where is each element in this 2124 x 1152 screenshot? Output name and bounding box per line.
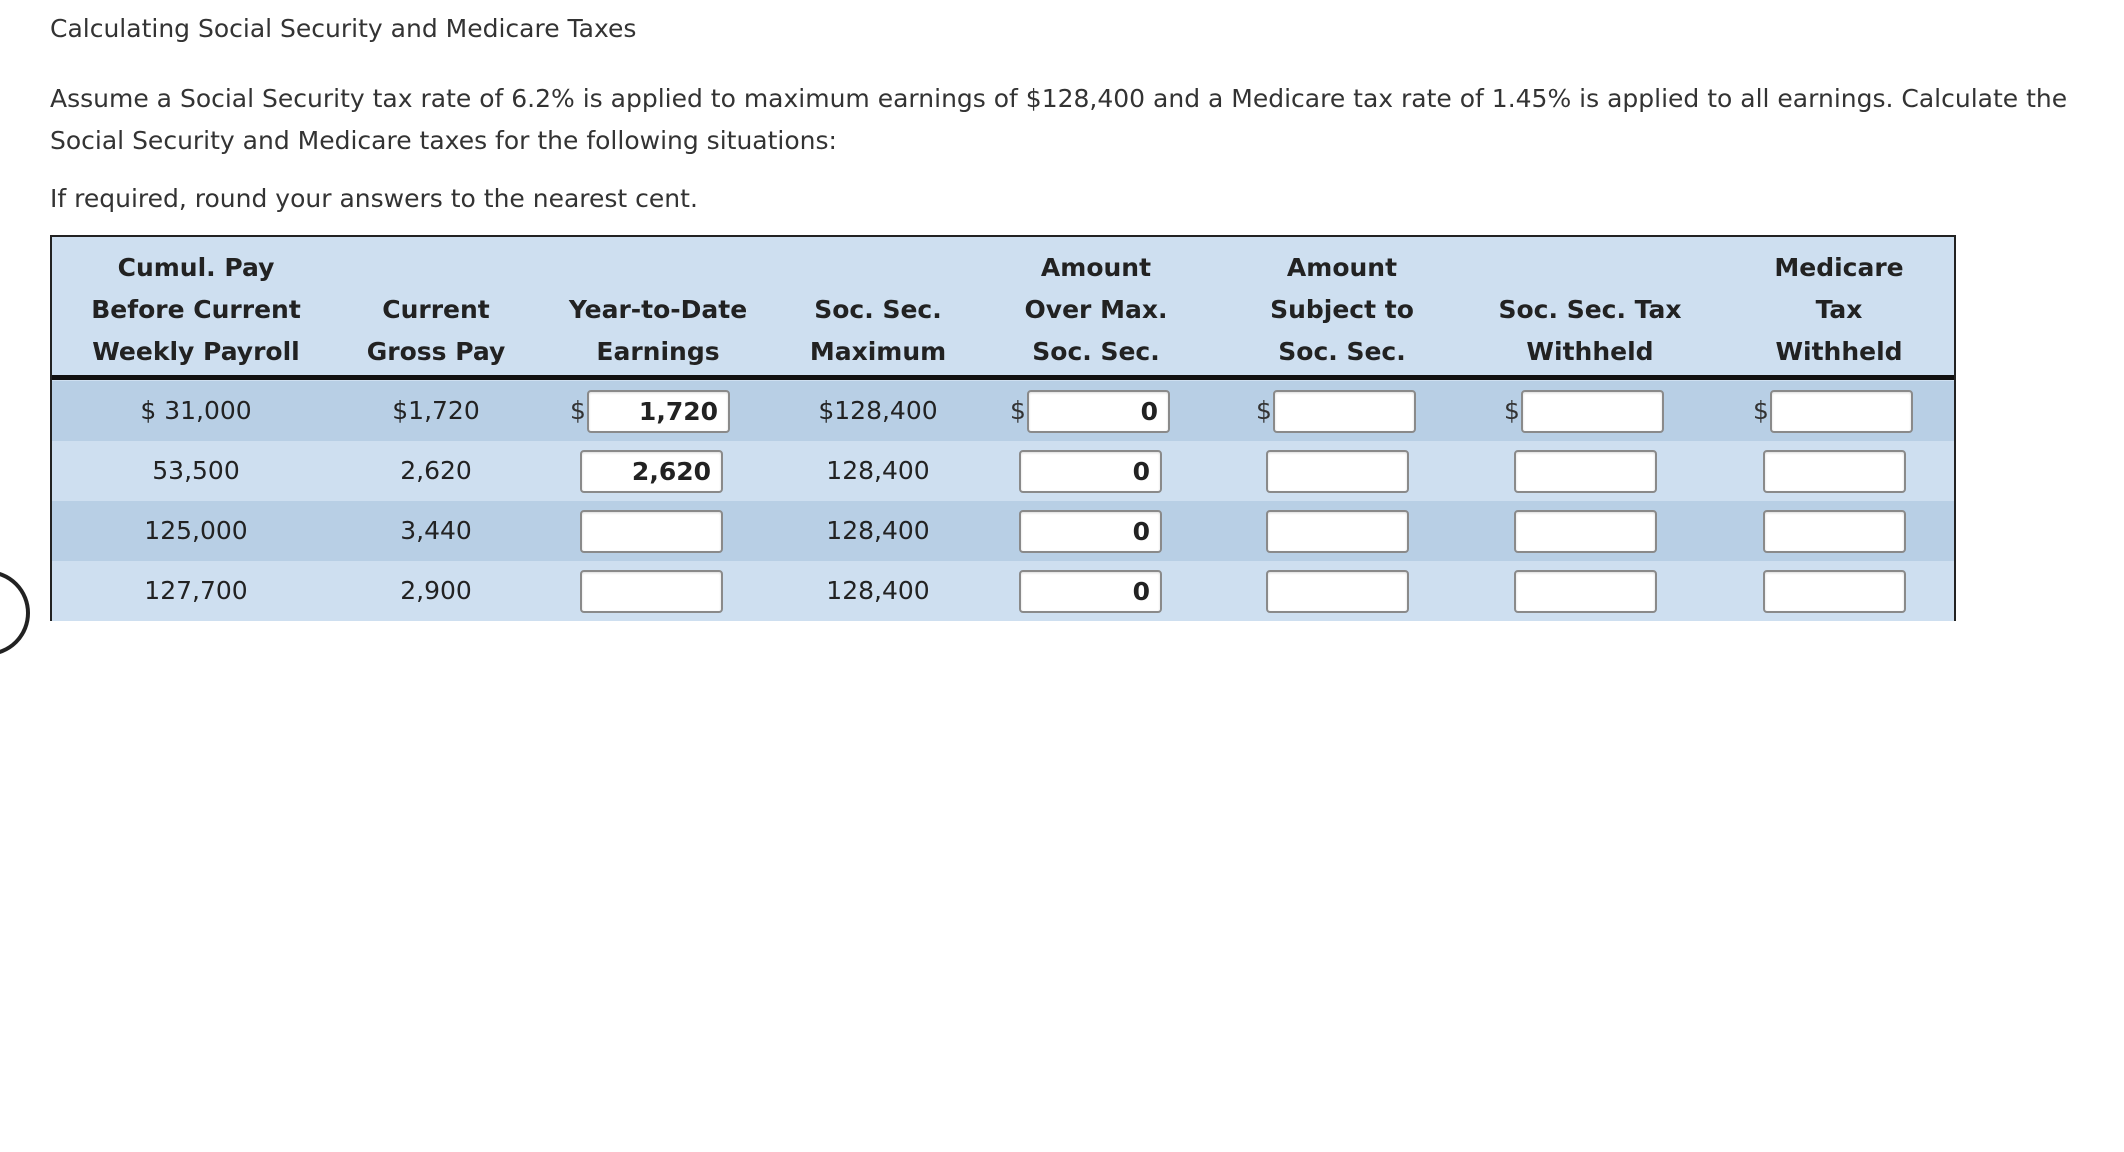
table-row	[52, 501, 1954, 561]
ss-max-cell: 128,400	[826, 576, 930, 605]
ss-max-cell: 128,400	[826, 456, 930, 485]
ytd-earnings-input[interactable]	[580, 510, 723, 553]
col-header-current-gross-pay: Current Gross Pay	[366, 295, 506, 366]
ss-max-cell: $128,400	[818, 396, 938, 425]
col-header-amount-over-max: Amount Over Max. Soc. Sec.	[1024, 253, 1168, 366]
gross-pay-cell: $1,720	[392, 396, 480, 425]
col-header-medicare-tax-withheld: Medicare Tax Withheld	[1774, 253, 1904, 366]
col-header-amount-subject: Amount Subject to Soc. Sec.	[1270, 253, 1414, 366]
currency-symbol: $	[1010, 396, 1026, 425]
amount-over-max-input[interactable]	[1019, 570, 1162, 613]
ytd-earnings-input[interactable]	[580, 570, 723, 613]
cumul-pay-cell: 53,500	[152, 456, 240, 485]
table-row	[52, 381, 1954, 441]
col-header-cumul-pay: Cumul. Pay Before Current Weekly Payroll	[91, 253, 301, 366]
gross-pay-cell: 2,900	[400, 576, 472, 605]
amount-over-max-input[interactable]	[1019, 450, 1162, 493]
medicare-tax-withheld-input[interactable]	[1763, 570, 1906, 613]
col-header-ss-maximum: Soc. Sec. Maximum	[809, 295, 947, 366]
amount-over-max-input[interactable]	[1027, 390, 1170, 433]
header-divider	[52, 375, 1954, 380]
ss-max-cell: 128,400	[826, 516, 930, 545]
amount-over-max-input[interactable]	[1019, 510, 1162, 553]
amount-subject-input[interactable]	[1266, 510, 1409, 553]
medicare-tax-withheld-input[interactable]	[1763, 450, 1906, 493]
ytd-earnings-input[interactable]	[580, 450, 723, 493]
ss-tax-withheld-input[interactable]	[1514, 510, 1657, 553]
amount-subject-input[interactable]	[1266, 450, 1409, 493]
payroll-tax-table	[50, 235, 1956, 621]
col-header-ss-tax-withheld: Soc. Sec. Tax Withheld	[1498, 295, 1682, 366]
cumul-pay-cell: 125,000	[144, 516, 248, 545]
table-row	[52, 561, 1954, 621]
ytd-earnings-input[interactable]	[587, 390, 730, 433]
instructions-text: Assume a Social Security tax rate of 6.2% is applied to maximum earnings of $128,400 and a Medicare tax rate of 1.45% is applied to all earnings. Calculate the Social Security and Medicare taxes for the following situations:	[50, 84, 2068, 155]
medicare-tax-withheld-input[interactable]	[1770, 390, 1913, 433]
amount-subject-input[interactable]	[1266, 570, 1409, 613]
gross-pay-cell: 2,620	[400, 456, 472, 485]
cumul-pay-cell: $ 31,000	[140, 396, 252, 425]
amount-subject-input[interactable]	[1273, 390, 1416, 433]
table-row	[52, 441, 1954, 501]
ss-tax-withheld-input[interactable]	[1514, 570, 1657, 613]
currency-symbol: $	[570, 396, 586, 425]
ss-tax-withheld-input[interactable]	[1514, 450, 1657, 493]
cumul-pay-cell: 127,700	[144, 576, 248, 605]
col-header-ytd-earnings: Year-to-Date Earnings	[568, 295, 748, 366]
currency-symbol: $	[1504, 396, 1520, 425]
currency-symbol: $	[1753, 396, 1769, 425]
circle-cursor-icon	[0, 570, 30, 656]
currency-symbol: $	[1256, 396, 1272, 425]
rounding-note: If required, round your answers to the nearest cent.	[50, 184, 698, 213]
table-header	[52, 237, 1954, 381]
page-title: Calculating Social Security and Medicare Taxes	[50, 14, 637, 43]
ss-tax-withheld-input[interactable]	[1521, 390, 1664, 433]
medicare-tax-withheld-input[interactable]	[1763, 510, 1906, 553]
gross-pay-cell: 3,440	[400, 516, 472, 545]
